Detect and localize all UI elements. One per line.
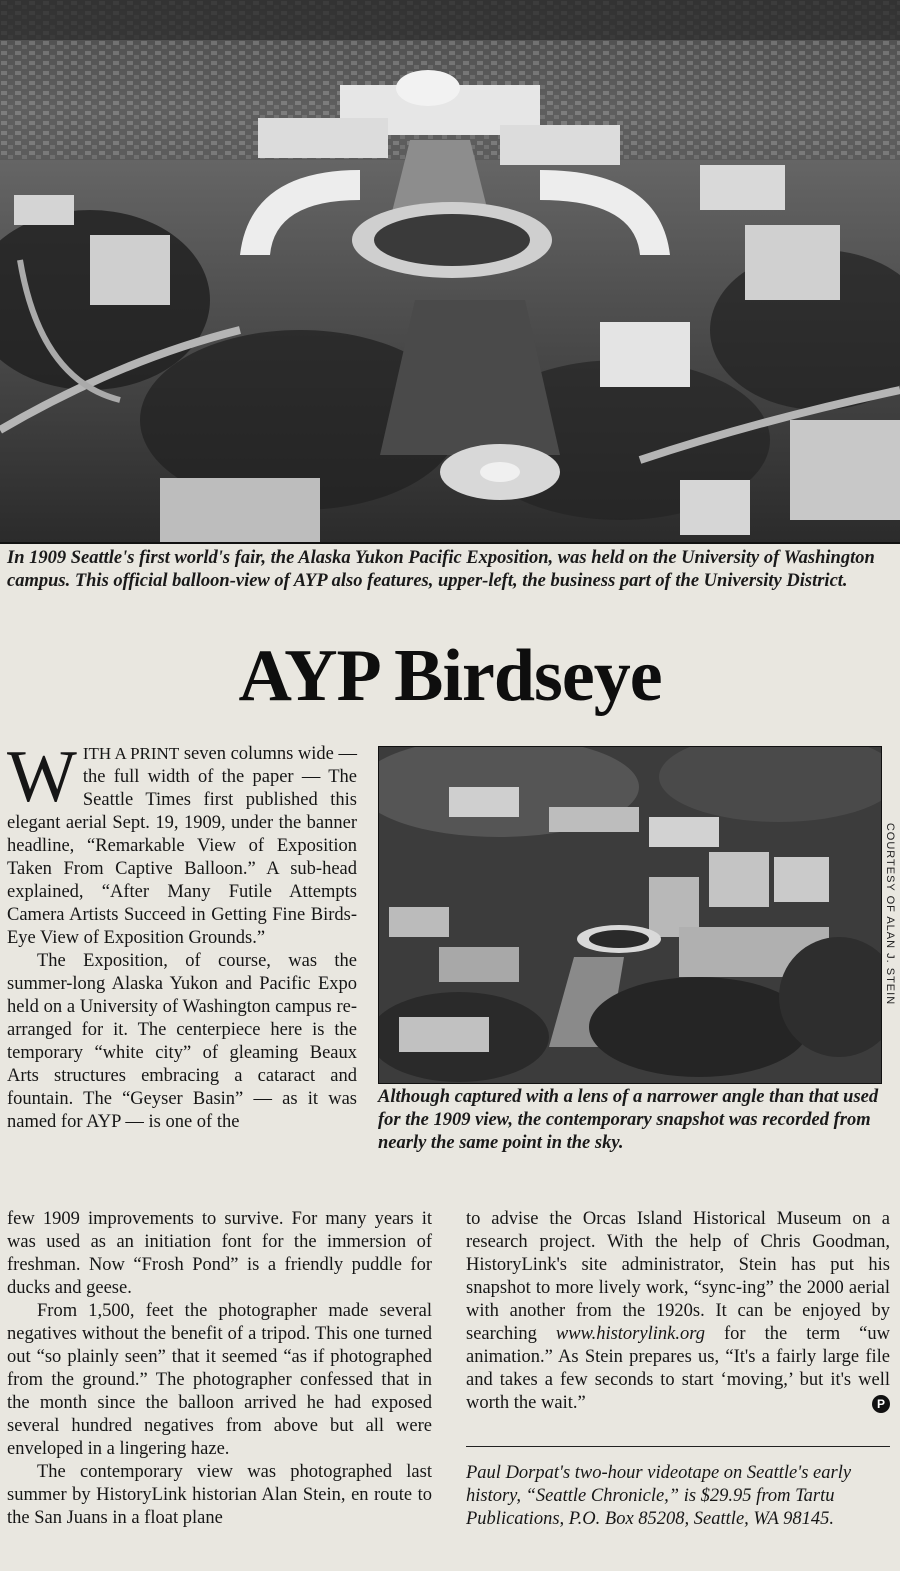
article-paragraph-2a: The Exposition, of course, was the summer-long Alaska Yukon and Pacific Expo held on a University of Washington campus re-arranged for it. The centerpiece here is the temporary “white city” of gleaming Beaux Arts structures embracing a cataract and fountain. The “Geyser Basin” — as it was named for AYP — is one of the — [7, 951, 357, 1132]
article-column-left-lower — [7, 1208, 432, 1530]
lead-caps: ITH A PRINT — [82, 744, 180, 763]
photo-credit-text: COURTESY OF ALAN J. STEIN — [884, 822, 896, 1006]
aerial-photo-1909 — [0, 0, 900, 544]
drop-cap: W — [7, 736, 77, 818]
aerial-photo-2000 — [378, 746, 882, 1084]
bottom-photo-caption: Although captured with a lens of a narrower angle than that used for the 1909 view, the contemporary snapshot was recorded from nearly the same point in the sky. — [378, 1087, 879, 1153]
footnote: Paul Dorpat's two-hour videotape on Seattle's early history, “Seattle Chronicle,” is $29.95 from Tartu Publications, P.O. Box 85208, Seattle, WA 98145. — [466, 1463, 852, 1529]
headline: AYP Birdseye — [238, 635, 662, 717]
paragraph-1-text: seven columns wide — the full width of the paper — The Seattle Times first published this elegant aerial Sept. 19, 1909, under the banner headline, “Remarkable View of Exposition Taken From Captive Balloon.” A sub-head explained, “After Many Futile Attempts Camera Artists Succeed in Getting Fine Birds-Eye View of Exposition Grounds.” — [7, 744, 358, 948]
paragraph-4-closing-text: for the term “uw animation.” As Stein prepares us, “It's a fairly large file and takes a few seconds to start ‘moving,’ but it's well worth the wait.” — [466, 1324, 890, 1413]
aerial-photo-2000-image — [379, 747, 881, 1083]
article-paragraph-4: The contemporary view was photographed last summer by HistoryLink historian Alan Stein, en route to the San Juans in a float plane — [7, 1462, 432, 1528]
aerial-photo-1909-image — [0, 0, 900, 542]
article-paragraph-2b: few 1909 improvements to survive. For many years it was used as an initiation font for the immersion of freshman. Now “Frosh Pond” is a friendly puddle for ducks and geese. — [7, 1209, 432, 1298]
article-column-right — [466, 1208, 890, 1415]
top-photo-caption: In 1909 Seattle's first world's fair, the Alaska Yukon Pacific Exposition, was held on the University of Washington campus. This official balloon-view of AYP also features, upper-left, the business part of the University District. — [7, 548, 875, 591]
footnote-divider — [466, 1446, 890, 1447]
article-paragraph-1 — [7, 736, 358, 950]
article-paragraph-4-continued — [466, 1208, 890, 1415]
end-mark-icon: P — [872, 1395, 890, 1413]
historylink-url: www.historylink.org — [555, 1324, 705, 1344]
article-paragraph-3: From 1,500, feet the photographer made several negatives without the benefit of a tripod. This one turned out “so plainly seen” that it seemed “as if photographed from the ground.” The photographer confessed that in the month since the balloon arrived he had exposed several hundred negatives from above but all were enveloped in a lingering haze. — [7, 1301, 432, 1459]
photo-credit — [881, 746, 899, 1082]
article-column-left — [7, 736, 358, 1134]
paragraph-4-continued-text: to advise the Orcas Island Historical Museum on a research project. With the help of Chris Goodman, HistoryLink's site administrator, Stein has put his snapshot to more lively work, “sync-ing” the 2000 aerial with another from the 1920s. It can be enjoyed by searching — [466, 1209, 890, 1344]
